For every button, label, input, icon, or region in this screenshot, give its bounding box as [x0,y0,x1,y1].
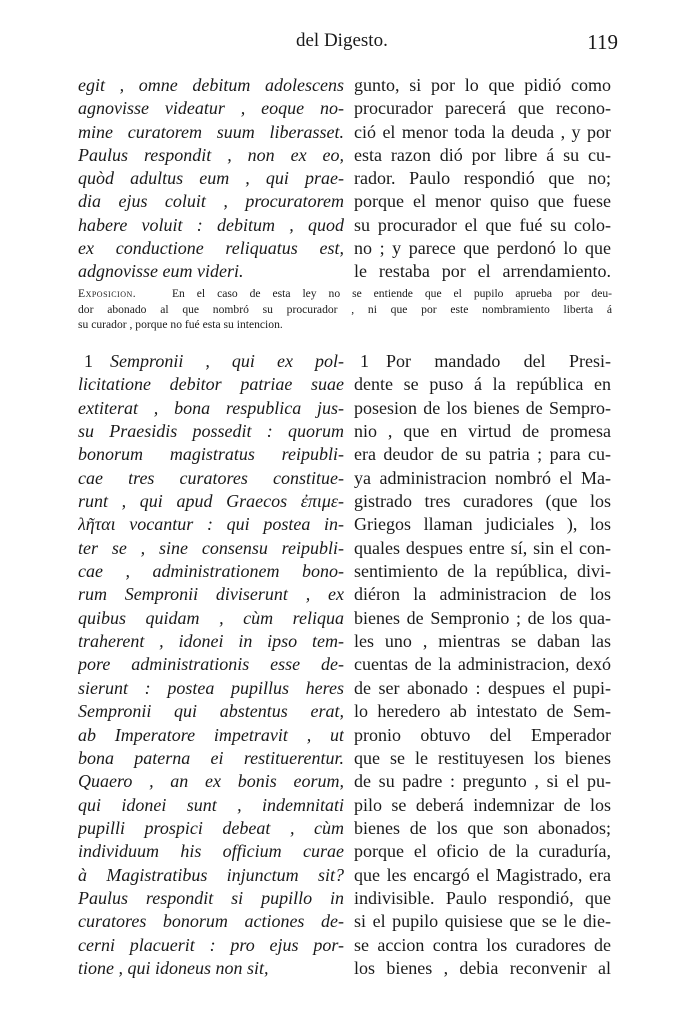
exposition-label: Exposicion. [78,287,137,300]
spanish-line: esta razon dió por libre á su cu- [354,144,611,165]
latin-line: licitatione debitor patriae suae [78,374,344,395]
latin-line: cae tres curatores constitue- [78,467,344,488]
latin-line: mine curatorem suum liberasset. [78,121,344,142]
exposition-line: su curador , porque no fué esta su intencion. [78,318,283,331]
spanish-line [354,350,611,373]
exposition-text: En el caso de esta ley no se entiende que el pupilo aprueba por deu- [171,287,613,300]
latin-line: qui idonei sunt , indemnitati [78,794,344,815]
latin-line: individuum his officium curae [78,841,344,862]
spanish-line: gunto, si por lo que pidió como [354,75,611,95]
spanish-line: gistrado tres curadores (que los [354,491,611,512]
spanish-line: porque el oficio de la curaduría, [354,841,611,862]
spanish-line: no ; y parece que perdonó lo que [354,238,611,259]
spanish-line: indivisible. Paulo respondió, que [354,887,611,908]
page-number: 119 [587,30,618,54]
latin-line: egit , omne debitum adolescens [78,75,344,95]
spanish-line: cuentas de la administracion, dexó [354,654,611,675]
latin-line: su Praesidis possedit : quorum [78,421,344,442]
latin-line: pore administrationis esse de- [78,654,344,675]
latin-line: quòd adultus eum , qui prae- [78,168,344,189]
spanish-line: bienes de los que son abonados; [354,817,611,838]
spanish-line: sentimiento de la república, divi- [354,561,611,582]
spanish-line: su procurador el que fué su colo- [354,214,611,235]
latin-line: ter se , sine consensu reipubli- [78,537,344,558]
latin-line: Paulus respondit si pupillo in [78,887,344,908]
spanish-line: pronio obtuvo del Emperador [354,724,611,745]
paragraph-first-text: Por mandado del Presi- [386,351,611,371]
law-spanish-column [354,74,611,284]
spanish-line: los bienes , debia reconvenir al [354,957,611,978]
exposition-line: dor abonado al que nombró su procurador , ni que por este nombramiento liberta á [78,302,612,316]
latin-line [78,350,344,373]
spanish-line: de su padre : pregunto , si el pu- [354,771,611,792]
spanish-line: Griegos llaman judiciales ), los [354,514,611,535]
spanish-line: nio , que en virtud de promesa [354,421,611,442]
paragraph-spanish-column [354,350,611,980]
latin-line: curatores bonorum actiones de- [78,911,344,932]
latin-line: ex conductione reliquatus est, [78,238,344,259]
spanish-line: bienes de Sempronio ; de los qua- [354,607,611,628]
paragraph-first-text: Sempronii , qui ex pol- [110,351,344,371]
spanish-line: dente se puso á la república en [354,374,611,395]
latin-line: Sempronii qui abstentus erat, [78,701,344,722]
spanish-line: ció el menor toda la deuda , y por [354,121,611,142]
latin-line: habere voluit : debitum , quod [78,214,344,235]
spanish-line: que les encargó el Magistrado, era [354,864,611,885]
latin-line: Paulus respondit , non ex eo, [78,144,344,165]
exposition-line [78,286,612,302]
running-title: del Digesto. [296,30,388,51]
latin-line: dia ejus coluit , procuratorem [78,191,344,212]
spanish-line: les uno , mientras se daban las [354,631,611,652]
spanish-line: posesion de los bienes de Sempro- [354,397,611,418]
latin-line: quibus quidam , cùm reliqua [78,607,344,628]
spanish-line: quales despues entre sí, sin el con- [354,537,611,558]
running-header [0,30,682,62]
paragraph-number: 1 [360,351,369,371]
latin-line: cae , administrationem bono- [78,561,344,582]
latin-line: sierunt : postea pupillus heres [78,677,344,698]
spanish-line: le restaba por el arrendamiento. [354,261,611,282]
law-latin-column [78,74,344,284]
latin-line: rum Sempronii diviserunt , ex [78,584,344,605]
spanish-line: pilo se deberá indemnizar de los [354,794,611,815]
spanish-line: de ser abonado : despues el pupi- [354,677,611,698]
spanish-line: lo heredero ab intestato de Sem- [354,701,611,722]
spanish-line: porque el menor quiso que fuese [354,191,611,212]
latin-line: tione , qui idoneus non sit, [78,957,269,978]
latin-line: bona paterna ei restituerentur. [78,747,344,768]
paragraph-latin-column [78,350,344,980]
latin-line: pupilli prospici debeat , cùm [78,817,344,838]
latin-line: adgnovisse eum videri. [78,261,244,282]
spanish-line: ya administracion nombró el Ma- [354,467,611,488]
latin-line: λῆται vocantur : qui postea in- [78,514,344,535]
spanish-line: se accion contra los curadores de [354,934,611,955]
spanish-line: rador. Paulo respondió que no; [354,168,611,189]
spanish-line: procurador parecerá que recono- [354,98,611,119]
exposition-note [78,286,612,333]
latin-line: extiterat , bona respublica jus- [78,397,344,418]
latin-line: ab Imperatore impetravit , ut [78,724,344,745]
spanish-line: era deudor de su patria ; para cu- [354,444,611,465]
paragraph-number: 1 [84,351,93,371]
latin-line: agnovisse videatur , eoque no- [78,98,344,119]
spanish-line: si el pupilo quisiese que se le die- [354,911,611,932]
spanish-line: diéron la administracion de los [354,584,611,605]
latin-line: Quaero , an ex bonis eorum, [78,771,344,792]
latin-line: traherent , idonei in ipso tem- [78,631,344,652]
latin-line: à Magistratibus injunctum sit? [78,864,344,885]
spanish-line: que se le restituyesen los bienes [354,747,611,768]
latin-line: bonorum magistratus reipubli- [78,444,344,465]
latin-line: cerni placuerit : pro ejus por- [78,934,344,955]
latin-line: runt , qui apud Graecos ἐπιμε- [78,491,344,512]
